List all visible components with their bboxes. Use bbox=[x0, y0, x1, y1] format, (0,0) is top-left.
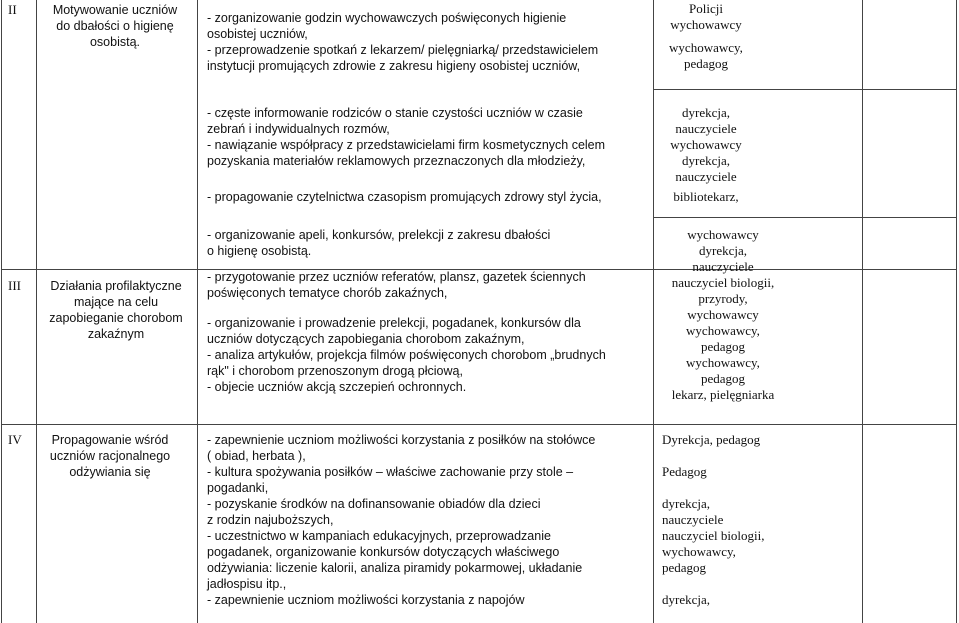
actions-cell: - częste informowanie rodziców o stanie czystości uczniów w czasie zebrań i indywidualnych rozmów, - nawiązanie współpracy z przedstawicielami firm kosmetycznych celem pozyskania materiałów reklamowych przeznaczonych dla młodzieży, - propagowanie czytelnictwa czasopism promujących zdrowy styl życia, bbox=[207, 106, 606, 204]
actions-cell: - zorganizowanie godzin wychowawczych poświęconych higienie osobistej uczniów, - przeprowadzenie spotkań z lekarzem/ pielęgniarką/ przedstawicielem instytucji promujących zdrowie z zakresu higieny osobistej uczniów, bbox=[207, 11, 599, 73]
row-divider bbox=[1, 424, 957, 425]
row-number: III bbox=[8, 278, 21, 293]
area-cell: Motywowanie uczniów do dbałości o higienę osobistą. bbox=[52, 3, 178, 49]
actions-cell: - organizowanie apeli, konkursów, prelekcji z zakresu dbałości o higienę osobistą. - przygotowanie przez uczniów referatów, plansz, gazetek ściennych poświęconych tematyce chorób zakaźnych, - organizowanie i prowadzenie prelekcji, pogadanek, konkursów dla uczniów dotyczących zapobiegania chorobom zakaźnym, - analiza artykułów, projekcja filmów poświęconych chorobom „brudnych rąk" i chorobom przenoszonym drogą płciową, - objecie uczniów akcją szczepień ochronnych. bbox=[207, 228, 606, 394]
responsible-cell: dyrekcja, nauczyciele wychowawcy dyrekcja, nauczyciele bibliotekarz, bbox=[670, 105, 742, 204]
table-border-right bbox=[956, 0, 957, 623]
area-cell: Działania profilaktyczne mające na celu zapobieganie chorobom zakaźnym bbox=[49, 279, 183, 341]
column-divider bbox=[653, 0, 654, 623]
row-number: II bbox=[8, 2, 17, 17]
responsible-cell: Policji wychowawcy wychowawcy, pedagog bbox=[669, 1, 743, 71]
column-divider bbox=[862, 0, 863, 623]
responsible-cell: Dyrekcja, pedagog Pedagog dyrekcja, nauczyciele nauczyciel biologii, wychowawcy, pedagog dyrekcja, bbox=[662, 432, 765, 607]
row-number: IV bbox=[8, 432, 22, 447]
row-divider bbox=[653, 217, 957, 218]
area-cell: Propagowanie wśród uczniów racjonalnego odżywiania się bbox=[49, 433, 171, 479]
row-divider bbox=[653, 89, 957, 90]
table-border-left bbox=[1, 0, 2, 623]
actions-cell: - zapewnienie uczniom możliwości korzystania z posiłków na stołówce ( obiad, herbata ), - kultura spożywania posiłków – właściwe zachowanie przy stole – pogadanki, - pozyskanie środków na dofinansowanie obiadów dla dzieci z rodzin najuboższych, - uczestnictwo w kampaniach edukacyjnych, przeprowadzanie pogadanek, organizowanie konkursów dotyczących właściwego odżywiania: liczenie kalorii, analiza piramidy pokarmowej, układanie jadłospisu itp., - zapewnienie uczniom możliwości korzystania z napojów bbox=[207, 433, 596, 607]
column-divider bbox=[36, 0, 37, 623]
column-divider bbox=[197, 0, 198, 623]
responsible-cell: wychowawcy dyrekcja, nauczyciele nauczyciel biologii, przyrody, wychowawcy wychowawcy, pedagog wychowawcy, pedagog lekarz, pielęgniarka bbox=[671, 227, 775, 402]
